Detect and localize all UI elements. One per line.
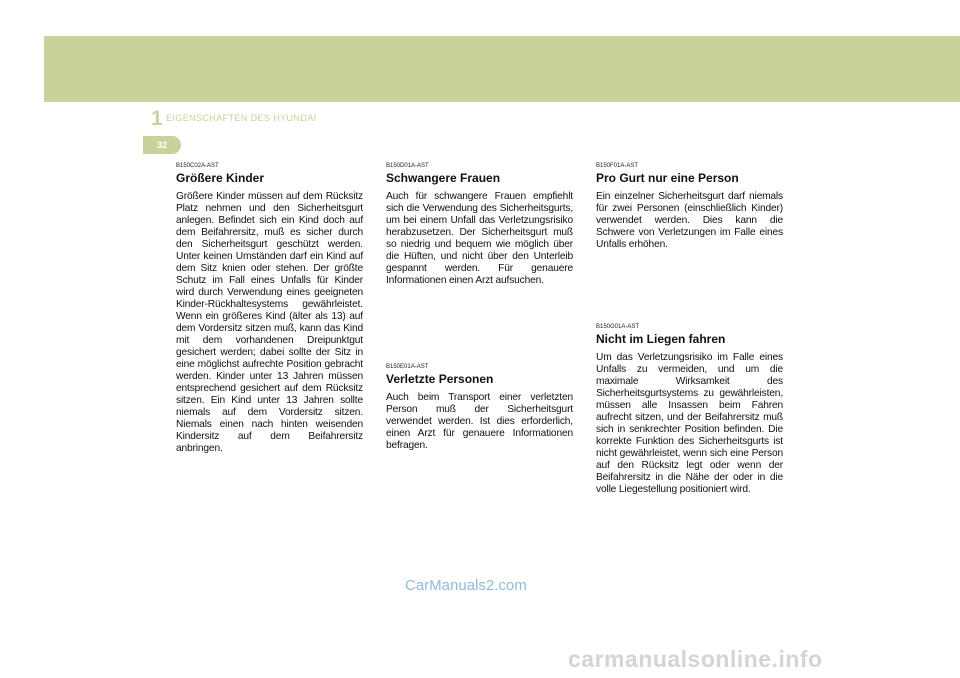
section-code: B150C02A-AST	[176, 163, 219, 169]
section-code: B150E01A-AST	[386, 364, 429, 370]
section-text: Um das Verletzungsrisiko im Falle eines Unfalls zu vermeiden, und um die maximale Wirksamkeit des Sicherheitsgurtsystems zu gewährleisten, müssen alle Insassen beim Fahren aufrecht sitzen, und der Beifahrersitz muß sich in senkrechter Position befinden. Die korrekte Funktion des Sicherheitsgurts ist nicht gewährleistet, wenn sich eine Person auf den Rücksitz legt oder wenn der Beifahrersitz in die Nähe der oder in die volle Liegestellung positioniert wird.	[596, 352, 783, 496]
column-middle	[386, 163, 573, 307]
section-pregnant-women	[386, 163, 573, 287]
section-code: B150F01A-AST	[596, 163, 639, 169]
watermark-carmanuals2: CarManuals2.com	[405, 577, 527, 594]
chapter-number: 1	[151, 107, 163, 130]
column-right-lower	[596, 324, 783, 516]
column-right	[596, 163, 783, 271]
section-code: B150D01A-AST	[386, 163, 429, 169]
section-injured-persons	[386, 364, 573, 452]
page-number-badge: 32	[143, 136, 181, 154]
section-heading: Pro Gurt nur eine Person	[596, 171, 739, 185]
section-one-person-per-belt	[596, 163, 783, 251]
section-no-reclining	[596, 324, 783, 496]
section-larger-children	[176, 163, 363, 455]
section-heading: Nicht im Liegen fahren	[596, 332, 726, 346]
section-text: Ein einzelner Sicherheitsgurt darf niemals für zwei Personen (einschließlich Kinder) verwendet werden. Dies kann die Schwere von Verletzungen im Falle eines Unfalls erhöhen.	[596, 191, 783, 251]
section-text: Auch für schwangere Frauen empfiehlt sich die Verwendung des Sicherheitsgurts, um bei einem Unfall das Verletzungsrisiko herabzusetzen. Der Sicherheitsgurt muß so niedrig und bequem wie möglich über die Hüften, und nicht über den Unterleib gespannt werden. Für genauere Informationen einen Arzt aufsuchen.	[386, 191, 573, 287]
chapter-title: EIGENSCHAFTEN DES HYUNDAI	[166, 113, 317, 123]
section-heading: Größere Kinder	[176, 171, 265, 185]
column-left	[176, 163, 363, 475]
section-code: B150G01A-AST	[596, 324, 640, 330]
header-band	[44, 36, 960, 102]
section-text: Größere Kinder müssen auf dem Rücksitz Platz nehmen und den Sicherheitsgurt anlegen. Befindet sich ein Kind doch auf dem Beifahrersitz, muß es sicher durch den Sicherheitsgurt geschützt werden. Unter keinen Umständen darf ein Kind auf dem Sitz knien oder stehen. Der größte Schutz im Fall eines Unfalls für Kinder wird durch Verwendung eines geeigneten Kinder-Rückhaltesystems gewährleistet. Wenn ein größeres Kind (älter als 13) auf dem Vordersitz sitzen muß, kann das Kind mit dem vorhandenen Dreipunktgut gesichert werden; dabei sollte der Sitz in eine möglichst aufrechte Position gebracht werden. Kinder unter 13 Jahren müssen entsprechend gesichert auf dem Rücksitz sitzen. Ein Kind unter 13 Jahren sollte niemals auf dem Vordersitz sitzen. Niemals einen nach hinten weisenden Kindersitz auf dem Beifahrersitz anbringen.	[176, 191, 363, 455]
section-heading: Verletzte Personen	[386, 372, 494, 386]
section-heading: Schwangere Frauen	[386, 171, 501, 185]
section-text: Auch beim Transport einer verletzten Person muß der Sicherheitsgurt verwendet werden. Ist dies erforderlich, einen Arzt für genauere Informationen befragen.	[386, 392, 573, 452]
watermark-carmanualsonline: carmanualsonline.info	[568, 646, 823, 672]
column-middle-lower	[386, 364, 573, 472]
